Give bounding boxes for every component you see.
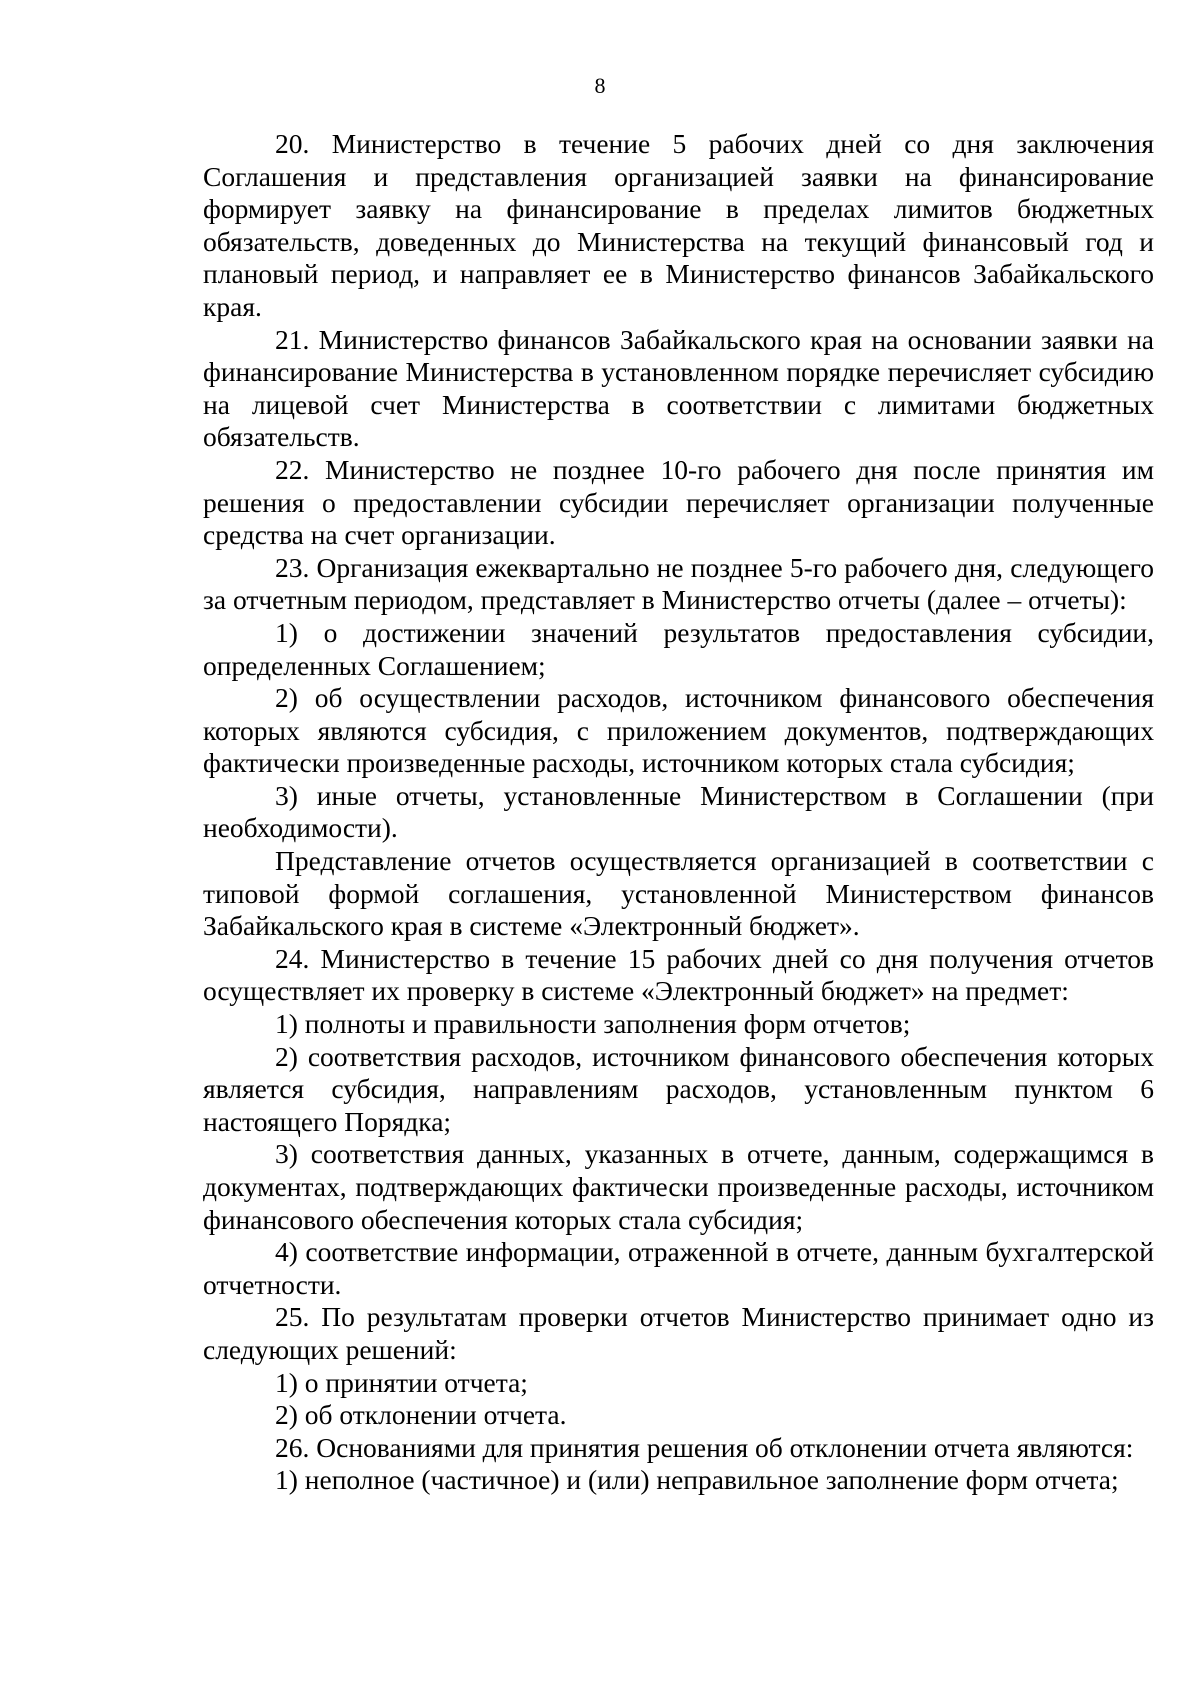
- paragraph-24-item-2: 2) соответствия расходов, источником финансового обеспечения которых является субсидия, направлениям расходов, установленным пунктом 6 настоящего Порядка;: [203, 1040, 1154, 1137]
- paragraph-23-item-3: 3) иные отчеты, установленные Министерством в Соглашении (при необходимости).: [203, 779, 1154, 844]
- paragraph-22: 22. Министерство не позднее 10-го рабочего дня после принятия им решения о предоставлении субсидии перечисляет организации полученные средства на счет организации.: [203, 453, 1154, 551]
- paragraph-23: 23. Организация ежеквартально не позднее 5-го рабочего дня, следующего за отчетным периодом, представляет в Министерство отчеты (далее – отчеты):: [203, 551, 1154, 616]
- paragraph-24-item-3: 3) соответствия данных, указанных в отчете, данным, содержащимся в документах, подтверждающих фактически произведенные расходы, источником финансового обеспечения которых стала субсидия;: [203, 1138, 1154, 1235]
- paragraph-23-item-1: 1) о достижении значений результатов предоставления субсидии, определенных Соглашением;: [203, 616, 1154, 681]
- paragraph-24-item-4: 4) соответствие информации, отраженной в отчете, данным бухгалтерской отчетности.: [203, 1236, 1154, 1300]
- paragraph-25-item-1: 1) о принятии отчета;: [275, 1366, 528, 1398]
- paragraph-24: 24. Министерство в течение 15 рабочих дней со дня получения отчетов осуществляет их проверку в системе «Электронный бюджет» на предмет:: [203, 942, 1154, 1007]
- paragraph-26-item-1: 1) неполное (частичное) и (или) неправильное заполнение форм отчета;: [275, 1464, 1119, 1496]
- paragraph-26: 26. Основаниями для принятия решения об отклонении отчета являются:: [275, 1431, 1134, 1463]
- paragraph-21: 21. Министерство финансов Забайкальского края на основании заявки на финансирование Министерства в установленном порядке перечисляет субсидию на лицевой счет Министерства в соответствии с лимитами бюджетных обязательств.: [203, 323, 1154, 453]
- paragraph-24-item-1: 1) полноты и правильности заполнения форм отчетов;: [275, 1008, 911, 1040]
- paragraph-25: 25. По результатам проверки отчетов Министерство принимает одно из следующих решений:: [203, 1301, 1154, 1365]
- paragraph-23-item-2: 2) об осуществлении расходов, источником финансового обеспечения которых являются субсидия, с приложением документов, подтверждающих фактически произведенные расходы, источником которых стала субсидия;: [203, 682, 1154, 779]
- page-number: 8: [594, 73, 606, 98]
- paragraph-25-item-2: 2) об отклонении отчета.: [275, 1399, 567, 1431]
- paragraph-23-note: Представление отчетов осуществляется организацией в соответствии с типовой формой соглашения, установленной Министерством финансов Забайкальского края в системе «Электронный бюджет».: [203, 845, 1154, 942]
- document-body: [203, 128, 1154, 1497]
- paragraph-20: 20. Министерство в течение 5 рабочих дней со дня заключения Соглашения и представления организацией заявки на финансирование формирует заявку на финансирование в пределах лимитов бюджетных обязательств, доведенных до Министерства на текущий финансовый год и плановый период, и направляет ее в Министерство финансов Забайкальского края.: [203, 128, 1154, 322]
